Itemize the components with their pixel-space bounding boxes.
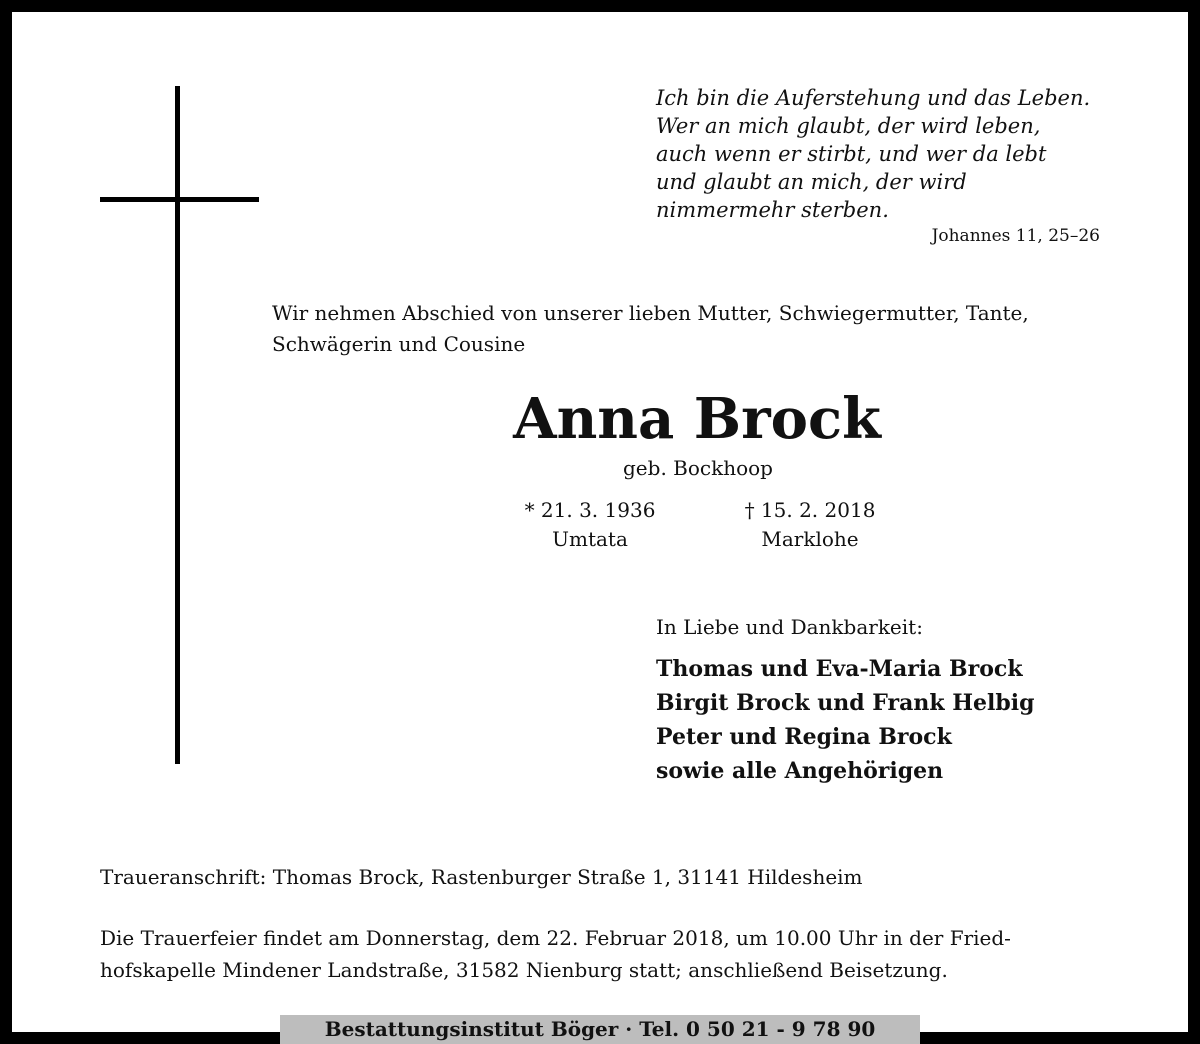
intro-line: Schwägerin und Cousine [272, 332, 526, 356]
mourner-name: sowie alle Angehörigen [656, 758, 944, 784]
verse-line: und glaubt an mich, der wird [656, 170, 967, 194]
funeral-home-banner: Bestattungsinstitut Böger · Tel. 0 50 21 - 9 78 90 [280, 1015, 920, 1044]
cross-icon [175, 86, 180, 764]
intro-line: Wir nehmen Abschied von unserer lieben Mutter, Schwiegermutter, Tante, [272, 301, 1029, 325]
verse-line: auch wenn er stirbt, und wer da lebt [656, 142, 1047, 166]
maiden-name: geb. Bockhoop [623, 456, 773, 480]
birth-info [480, 496, 700, 554]
birth-date: * 21. 3. 1936 [524, 498, 656, 522]
ceremony-line: hofskapelle Mindener Landstraße, 31582 Nienburg statt; anschließend Beisetzung. [100, 958, 948, 982]
farewell-intro [272, 298, 1142, 360]
mourners-list [656, 652, 1035, 788]
mourner-name: Peter und Regina Brock [656, 724, 952, 750]
verse-line: Ich bin die Auferstehung und das Leben. [656, 86, 1091, 110]
death-date: † 15. 2. 2018 [744, 498, 876, 522]
birth-place: Umtata [552, 527, 628, 551]
verse-reference: Johannes 11, 25–26 [931, 226, 1100, 246]
mourner-name: Thomas und Eva-Maria Brock [656, 656, 1023, 682]
verse-line: Wer an mich glaubt, der wird leben, [656, 114, 1041, 138]
mourners-heading: In Liebe und Dankbarkeit: [656, 615, 923, 639]
ceremony-info [100, 922, 1130, 986]
mourner-name: Birgit Brock und Frank Helbig [656, 690, 1035, 716]
mourning-address: Traueranschrift: Thomas Brock, Rastenburger Straße 1, 31141 Hildesheim [100, 865, 863, 889]
death-place: Marklohe [761, 527, 859, 551]
deceased-name: Anna Brock [513, 386, 881, 452]
cross-icon-crossbar [100, 197, 259, 202]
ceremony-line: Die Trauerfeier findet am Donnerstag, dem 22. Februar 2018, um 10.00 Uhr in der Fried- [100, 926, 1011, 950]
bible-verse [656, 84, 1126, 224]
death-info [700, 496, 920, 554]
verse-line: nimmermehr sterben. [656, 198, 889, 222]
